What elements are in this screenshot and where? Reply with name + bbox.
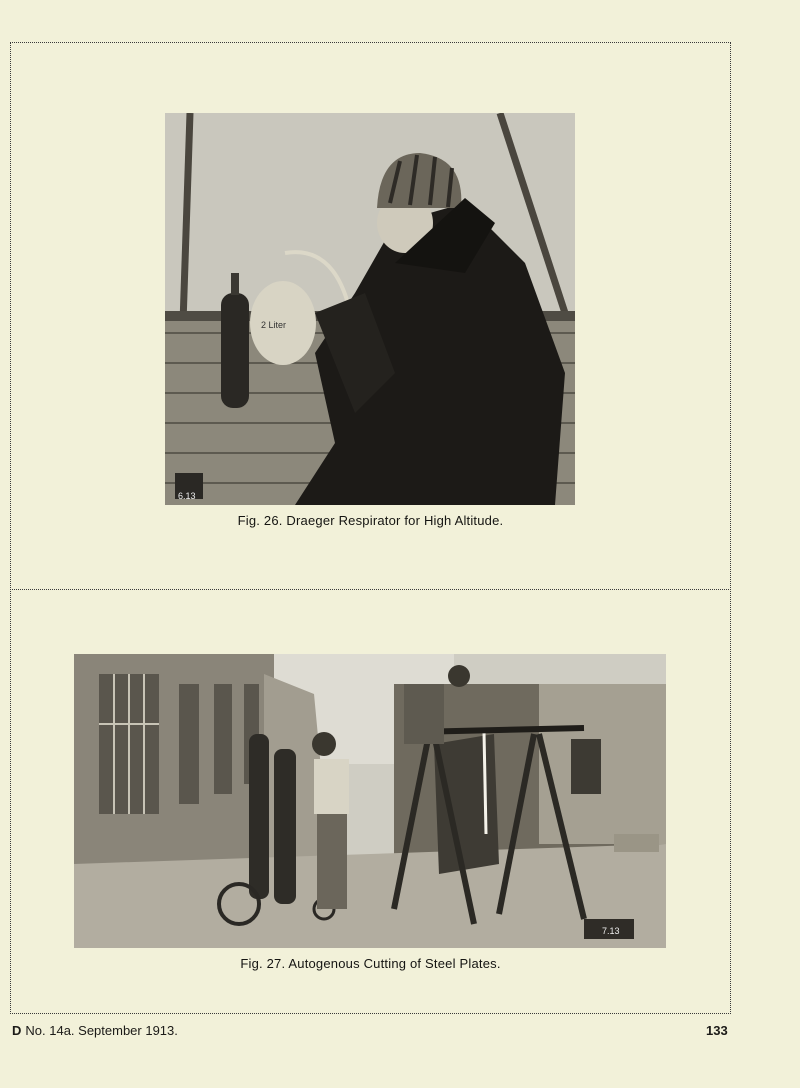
figure-26-caption: Fig. 26. Draeger Respirator for High Altitude. <box>237 513 504 528</box>
figure-26-photo <box>165 113 575 505</box>
figure-27-photo <box>74 654 666 948</box>
page-number: 133 <box>706 1023 728 1038</box>
bag-label: 2 Liter <box>261 320 287 330</box>
figure-26-corner-mark: 6.13 <box>178 491 196 501</box>
section-divider <box>10 589 731 590</box>
issue-text: No. 14a. September 1913. <box>25 1023 178 1038</box>
figure-27-corner-mark: 7.13 <box>602 926 620 936</box>
figure-27-image <box>74 654 666 948</box>
footer-issue <box>12 1023 178 1038</box>
publisher-logo: D <box>12 1023 22 1038</box>
figure-26-image <box>165 113 575 505</box>
figure-27-caption: Fig. 27. Autogenous Cutting of Steel Plates. <box>240 956 501 971</box>
